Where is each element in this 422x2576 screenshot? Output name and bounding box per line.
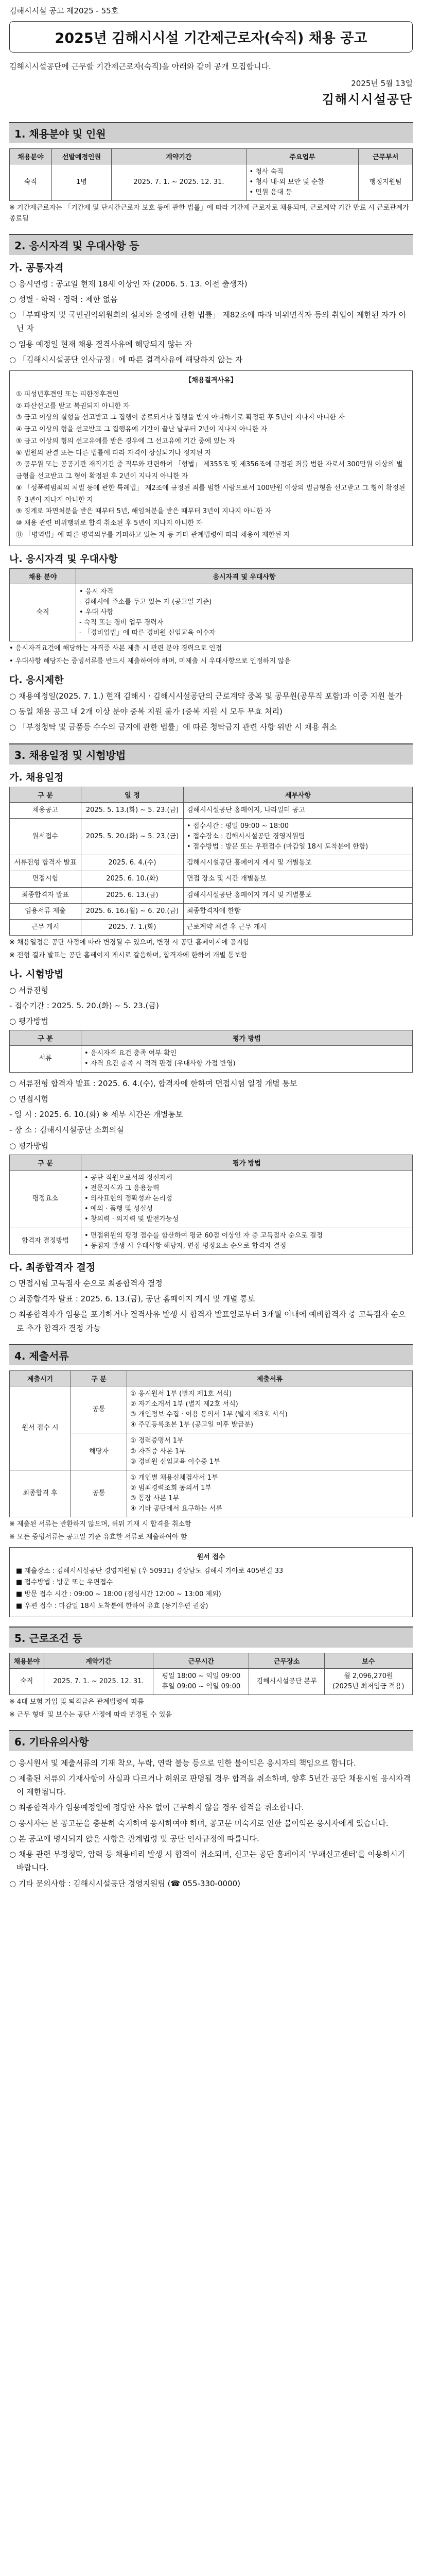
documents-table	[9, 1370, 413, 1518]
list-item: ⑦ 공무원 또는 공공기관 재직기간 중 직무와 관련하여 「형법」 제355조 및 제356조에 규정된 죄를 범한 자로서 300만원 이상의 벌금형을 선고받고 그 형이 확정된 후 2년이 지나지 아니한 자	[16, 461, 403, 481]
table-cell: 김해시시설공단 홈페이지 게시 및 개별통보	[184, 855, 413, 871]
qualification-table	[9, 568, 413, 642]
table-header: 채용분야	[10, 148, 52, 164]
list-item: ○ 채용 관련 부정청탁, 압력 등 채용비리 발생 시 합격이 취소되며, 신고는 공단 홈페이지 '부패신고센터'를 이용하시기 바랍니다.	[9, 1850, 405, 1873]
list-item: ⑪ 「병역법」에 따른 병역의무를 기피하고 있는 자 등 기타 관계법령에 따라 채용이 제한된 자	[16, 531, 290, 539]
table-header: 일 정	[81, 787, 184, 802]
section-heading-6: 6. 기타유의사항	[9, 1730, 413, 1751]
notice-number: 김해시시설 공고 제2025 - 55호	[9, 6, 119, 15]
list-item: ○ 기타 문의사항 : 김해시시설공단 경영지원팀 (☎ 055-330-0000)	[9, 1878, 240, 1888]
list-item: ③ 금고 이상의 실형을 선고받고 그 집행이 종료되거나 집행을 받지 아니하기로 확정된 후 5년이 지나지 아니한 자	[16, 414, 345, 422]
table-row	[10, 919, 413, 935]
list-item: ○ 서류전형	[9, 985, 48, 995]
page-title: 2025년 김해시시설 기간제근로자(숙직) 채용 공고	[55, 30, 367, 46]
table-cell: 월 2,096,270원 (2025년 최저임금 적용)	[324, 1668, 412, 1694]
table-cell: 2025. 5. 20.(화) ~ 5. 23.(금)	[81, 818, 184, 855]
table-header: 구 분	[10, 1155, 81, 1170]
section-note: ※ 4대 보험 가입 및 퇴직금은 관계법령에 따름	[9, 1698, 144, 1706]
section-note: ※ 모든 증빙서류는 공고일 기준 유효한 서류로 제출하여야 함	[9, 1533, 187, 1541]
table-cell: 평일 18:00 ~ 익일 09:00 휴일 09:00 ~ 익일 09:00	[153, 1668, 249, 1694]
title-box	[9, 21, 413, 53]
table-cell: 임용서류 제출	[10, 903, 81, 919]
table-cell: 김해시시설공단 본부	[249, 1668, 324, 1694]
section-note: ※ 기간제근로자는 「기간제 및 단시간근로자 보호 등에 관한 법률」에 따라 기간제 근로자로 채용되며, 근로계약 기간 만료 시 근로관계가 종료됨	[9, 204, 409, 223]
recruit-field-table	[9, 148, 413, 201]
table-header: 제출시기	[10, 1370, 71, 1386]
section-heading-5: 5. 근로조건 등	[9, 1626, 413, 1648]
section-heading-3: 3. 채용일정 및 시험방법	[9, 743, 413, 765]
table-cell: • 응시자격 요건 충족 여부 확인 • 자격 요건 충족 시 적격 판정 (우대사항 가점 반영)	[81, 1046, 413, 1072]
table-cell: 해당자	[71, 1433, 127, 1470]
section-heading-2: 2. 응시자격 및 우대사항 등	[9, 234, 413, 255]
schedule-table	[9, 787, 413, 936]
table-cell: 2025. 7. 1.(화)	[81, 919, 184, 935]
table-row	[10, 1668, 413, 1694]
table-row	[10, 1170, 413, 1228]
table-cell: • 공단 직원으로서의 정신자세 • 전문지식과 그 응용능력 • 의사표현의 정확성과 논리성 • 예의 · 품행 및 성실성 • 창의력 · 의지력 및 발전가능성	[81, 1170, 413, 1228]
list-item: ① 피성년후견인 또는 피한정후견인	[16, 390, 119, 398]
table-cell: 2025. 5. 13.(화) ~ 5. 23.(금)	[81, 802, 184, 818]
table-header: 근무부서	[359, 148, 413, 164]
table-cell: 원서접수	[10, 818, 81, 855]
table-cell: 숙직	[10, 1668, 44, 1694]
table-cell: 2025. 6. 13.(금)	[81, 887, 184, 903]
list-item: ○ 평가방법	[9, 1141, 48, 1150]
table-header: 평가 방법	[81, 1030, 413, 1046]
table-row	[10, 164, 413, 200]
list-item: ⑤ 금고 이상의 형의 선고유예를 받은 경우에 그 선고유예 기간 중에 있는 자	[16, 437, 235, 445]
table-header: 선발예정인원	[51, 148, 111, 164]
list-item: ⑩ 채용 관련 비위행위로 합격 취소된 후 5년이 지나지 아니한 자	[16, 519, 203, 528]
table-cell: • 청사 숙직 • 청사 내·외 보안 및 순찰 • 민원 응대 등	[246, 164, 359, 200]
list-item: ○ 본 공고에 명시되지 않은 사항은 관계법령 및 공단 인사규정에 따릅니다.	[9, 1834, 259, 1843]
table-cell: 1명	[51, 164, 111, 200]
table-cell: 원서 접수 시	[10, 1386, 71, 1470]
list-item: ○ 성별 · 학력 · 경력 : 제한 없음	[9, 294, 118, 304]
table-row	[10, 855, 413, 871]
table-cell: 공통	[71, 1386, 127, 1433]
table-cell: 채용공고	[10, 802, 81, 818]
subsection-heading: 나. 응시자격 및 우대사항	[9, 553, 118, 565]
work-conditions-table	[9, 1653, 413, 1695]
document-screening-table	[9, 1030, 413, 1072]
table-header: 구 분	[71, 1370, 127, 1386]
list-item: ○ 서류전형 합격자 발표 : 2025. 6. 4.(수), 합격자에 한하여 면접시험 일정 개별 통보	[9, 1078, 297, 1088]
table-cell: • 면접위원의 평정 점수를 합산하여 평균 60점 이상인 자 중 고득점자 순으로 결정 • 동점자 발생 시 우대사항 해당자, 면접 평정요소 순으로 합격자 결정	[81, 1228, 413, 1254]
list-item: ⑧ 「성폭력범죄의 처벌 등에 관한 특례법」 제2조에 규정된 죄를 범한 사람으로서 100만원 이상의 벌금형을 선고받고 그 형이 확정된 후 3년이 지나지 아니한 자	[16, 484, 406, 504]
table-row	[10, 903, 413, 919]
table-header: 채용 분야	[10, 568, 76, 584]
table-header: 근무장소	[249, 1653, 324, 1668]
table-cell: ① 응시원서 1부 (별지 제1호 서식) ② 자기소개서 1부 (별지 제2호 서식) ③ 개인정보 수집 · 이용 동의서 1부 (별지 제3호 서식) ④ 주민등록초본 1부 (공고일 이후 발급분)	[127, 1386, 413, 1433]
application-box	[9, 1547, 413, 1617]
box-title: 【채용결격사유】	[185, 377, 237, 385]
table-cell: 서류	[10, 1046, 81, 1072]
box-title: 원서 접수	[197, 1553, 225, 1561]
table-cell: 2025. 6. 16.(월) ~ 6. 20.(금)	[81, 903, 184, 919]
list-item: ② 파산선고를 받고 복권되지 아니한 자	[16, 402, 130, 410]
section-note: ※ 근무 형태 및 보수는 공단 사정에 따라 변경될 수 있음	[9, 1710, 172, 1719]
table-header: 응시자격 및 우대사항	[76, 568, 413, 584]
table-header: 계약기간	[112, 148, 246, 164]
table-row	[10, 871, 413, 887]
table-header: 주요업무	[246, 148, 359, 164]
table-header: 채용분야	[10, 1653, 44, 1668]
list-item: ○ 면접시험 고득점자 순으로 최종합격자 결정	[9, 1278, 163, 1288]
section-note: • 우대사항 해당자는 증빙서류를 반드시 제출하여야 하며, 미제출 시 우대사항으로 인정하지 않음	[9, 657, 291, 666]
subsection-heading: 다. 최종합격자 결정	[9, 1261, 96, 1273]
table-row	[10, 1046, 413, 1072]
table-row	[10, 887, 413, 903]
subsection-heading: 다. 응시제한	[9, 674, 64, 686]
table-row	[10, 818, 413, 855]
section-heading-4: 4. 제출서류	[9, 1344, 413, 1365]
table-cell: 김해시시설공단 홈페이지 게시 및 개별통보	[184, 887, 413, 903]
table-header: 세부사항	[184, 787, 413, 802]
section-note: ※ 전형 결과 발표는 공단 홈페이지 게시로 갈음하며, 합격자에 한하여 개별 통보함	[9, 951, 248, 959]
table-cell: 면접시험	[10, 871, 81, 887]
notice-date: 2025년 5월 13일	[351, 79, 413, 89]
table-cell: • 응시 자격 - 김해시에 주소를 두고 있는 자 (공고일 기준) • 우대 사항 - 숙직 또는 경비 업무 경력자 - 「경비업법」에 따른 경비원 신임교육 이수자	[76, 584, 413, 641]
interview-table	[9, 1155, 413, 1255]
list-item: ○ 채용예정일(2025. 7. 1.) 현재 김해시 · 김해시시설공단의 근로계약 중복 및 공무원(공무직 포함)과 이중 지원 불가	[9, 691, 402, 701]
table-cell: 숙직	[10, 164, 52, 200]
list-item: ○ 응시연령 : 공고일 현재 18세 이상인 자 (2006. 5. 13. 이전 출생자)	[9, 279, 248, 289]
table-cell: 최종합격자에 한함	[184, 903, 413, 919]
table-row	[10, 1386, 413, 1433]
list-item: ○ 응시원서 및 제출서류의 기재 착오, 누락, 연락 불능 등으로 인한 불이익은 응시자의 책임으로 합니다.	[9, 1758, 356, 1768]
table-cell: ① 경력증명서 1부 ② 자격증 사본 1부 ③ 경비원 신임교육 이수증 1부	[127, 1433, 413, 1470]
subsection-heading: 가. 채용일정	[9, 771, 64, 783]
table-cell: 최종합격자 발표	[10, 887, 81, 903]
table-cell: ① 개인별 채용신체검사서 1부 ② 범죄경력조회 동의서 1부 ③ 통장 사본 1부 ④ 기타 공단에서 요구하는 서류	[127, 1470, 413, 1517]
list-item: ○ 최종합격자가 임용을 포기하거나 결격사유 발생 시 합격자 발표일로부터 3개월 이내에 예비합격자 중 고득점자 순으로 추가 합격자 결정 가능	[9, 1310, 406, 1333]
table-cell: 합격자 결정방법	[10, 1228, 81, 1254]
list-item: ○ 제출된 서류의 기재사항이 사실과 다르거나 허위로 판명될 경우 합격을 취소하며, 향후 5년간 공단 채용시험 응시자격이 제한됩니다.	[9, 1773, 411, 1797]
table-row	[10, 1470, 413, 1517]
list-item: ○ 응시자는 본 공고문을 충분히 숙지하여 응시하여야 하며, 공고문 미숙지로 인한 불이익은 응시자에게 있습니다.	[9, 1818, 389, 1828]
table-cell: 행정지원팀	[359, 164, 413, 200]
list-item: ○ 최종합격자 발표 : 2025. 6. 13.(금), 공단 홈페이지 게시 및 개별 통보	[9, 1294, 255, 1304]
table-header: 보수	[324, 1653, 412, 1668]
table-cell: 면접 장소 및 시간 개별통보	[184, 871, 413, 887]
list-item: - 장 소 : 김해시시설공단 소회의실	[9, 1125, 124, 1135]
section-note: • 응시자격요건에 해당하는 자격증 사본 제출 시 관련 분야 경력으로 인정	[9, 645, 222, 653]
list-item: ④ 금고 이상의 형을 선고받고 그 집행유예 기간이 끝난 날부터 2년이 지나지 아니한 자	[16, 426, 268, 434]
list-item: ⑥ 법원의 판결 또는 다른 법률에 따라 자격이 상실되거나 정지된 자	[16, 449, 212, 457]
list-item: ○ 「부정청탁 및 금품등 수수의 금지에 관한 법률」에 따른 청탁금지 관련 사항 위반 시 채용 취소	[9, 722, 337, 732]
list-item: ○ 「부패방지 및 국민권익위원회의 설치와 운영에 관한 법률」 제82조에 따라 비위면직자 등의 취업이 제한된 자가 아닌 자	[9, 310, 407, 333]
disqualification-box	[9, 370, 413, 546]
subsection-heading: 가. 공통자격	[9, 262, 64, 274]
list-item: - 접수기간 : 2025. 5. 20.(화) ~ 5. 23.(금)	[9, 1001, 159, 1010]
table-cell: 2025. 7. 1. ~ 2025. 12. 31.	[112, 164, 246, 200]
table-cell: 2025. 7. 1. ~ 2025. 12. 31.	[44, 1668, 153, 1694]
table-cell: 근로계약 체결 후 근무 개시	[184, 919, 413, 935]
table-header: 구 분	[10, 787, 81, 802]
section-heading-1: 1. 채용분야 및 인원	[9, 122, 413, 143]
subsection-heading: 나. 시험방법	[9, 968, 64, 980]
list-item: ○ 면접시험	[9, 1094, 48, 1104]
table-cell: 근무 개시	[10, 919, 81, 935]
list-item: ⑨ 징계로 파면처분을 받은 때부터 5년, 해임처분을 받은 때부터 3년이 지나지 아니한 자	[16, 507, 272, 516]
table-row	[10, 584, 413, 641]
list-item: ○ 최종합격자가 임용예정일에 정당한 사유 없이 근무하지 않을 경우 합격을 취소합니다.	[9, 1803, 304, 1812]
table-cell: 최종합격 후	[10, 1470, 71, 1517]
table-header: 계약기간	[44, 1653, 153, 1668]
list-item: ○ 「김해시시설공단 인사규정」에 따른 결격사유에 해당하지 않는 자	[9, 354, 243, 364]
table-header: 평가 방법	[81, 1155, 413, 1170]
table-row	[10, 802, 413, 818]
list-item: ○ 임용 예정일 현재 채용 결격사유에 해당되지 않는 자	[9, 339, 192, 349]
list-item: ○ 동일 채용 공고 내 2개 이상 분야 중복 지원 불가 (중복 지원 시 모두 무효 처리)	[9, 707, 283, 717]
table-cell: 2025. 6. 4.(수)	[81, 855, 184, 871]
table-cell: 서류전형 합격자 발표	[10, 855, 81, 871]
list-item: ■ 제출장소 : 김해시시설공단 경영지원팀 (우 50931) 경상남도 김해시 가야로 405번길 33	[16, 1567, 284, 1575]
table-cell: 김해시시설공단 홈페이지, 나라일터 공고	[184, 802, 413, 818]
organization-name: 김해시시설공단	[322, 92, 413, 107]
table-cell: 2025. 6. 10.(화)	[81, 871, 184, 887]
table-row	[10, 1228, 413, 1254]
intro-text: 김해시시설공단에 근무할 기간제근로자(숙직)을 아래와 같이 공개 모집합니다.	[9, 62, 271, 71]
table-cell: 숙직	[10, 584, 76, 641]
table-header: 구 분	[10, 1030, 81, 1046]
list-item: - 일 시 : 2025. 6. 10.(화) ※ 세부 시간은 개별통보	[9, 1110, 183, 1120]
table-cell: 공통	[71, 1470, 127, 1517]
table-cell: • 접수시간 : 평일 09:00 ~ 18:00 • 접수장소 : 김해시시설공단 경영지원팀 • 접수방법 : 방문 또는 우편접수 (마감일 18시 도착분에 한함)	[184, 818, 413, 855]
signature-block	[0, 73, 422, 112]
table-header: 근무시간	[153, 1653, 249, 1668]
section-note: ※ 채용일정은 공단 사정에 따라 변경될 수 있으며, 변경 시 공단 홈페이지에 공지함	[9, 938, 250, 946]
table-cell: 평정요소	[10, 1170, 81, 1228]
section-note: ※ 제출된 서류는 반환하지 않으며, 허위 기재 시 합격을 취소함	[9, 1520, 191, 1529]
table-header: 제출서류	[127, 1370, 413, 1386]
list-item: ■ 접수방법 : 방문 또는 우편접수	[16, 1579, 113, 1587]
list-item: ■ 방문 접수 시간 : 09:00 ~ 18:00 (점심시간 12:00 ~ 13:00 제외)	[16, 1590, 221, 1599]
list-item: ○ 평가방법	[9, 1016, 48, 1026]
list-item: ■ 우편 접수 : 마감일 18시 도착분에 한하여 유효 (등기우편 권장)	[16, 1602, 208, 1610]
